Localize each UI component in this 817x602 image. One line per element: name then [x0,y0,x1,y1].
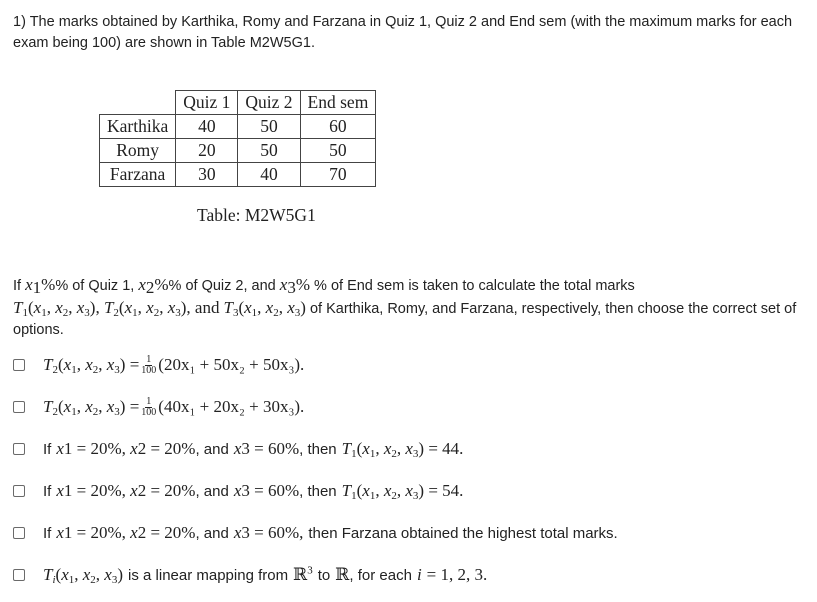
table-cell: 50 [238,115,300,139]
table-cell: 20 [176,139,238,163]
option-2-checkbox[interactable] [13,401,25,413]
option-1-checkbox[interactable] [13,359,25,371]
header-quiz1: Quiz 1 [176,91,238,115]
table-cell: 30 [176,163,238,187]
option-6[interactable]: $T_i(x_1$, $x_2$, $x_3$) is a linear mapping from ℝ$^3$ to ℝ , for each i = 1, 2, 3. [13,563,487,587]
row-name-cell: Farzana [100,163,176,187]
option-6-checkbox[interactable] [13,569,25,581]
table-row [100,139,376,163]
table-caption: Table: M2W5G1 [197,205,316,225]
table-header-row [100,91,376,115]
question-body: The marks obtained by Karthika, Romy and Farzana in Quiz 1, Quiz 2 and End sem (with the maximum marks for each exam being 100) are shown in Table M2W5G1. [13,14,793,51]
option-5[interactable]: If x1 = 20%, x2 = 20% , and x3 = 60%, then Farzana obtained the highest total marks. [13,521,618,545]
header-endsem: End sem [300,91,376,115]
option-5-checkbox[interactable] [13,527,25,539]
option-3-checkbox[interactable] [13,443,25,455]
row-name-cell: Romy [100,139,176,163]
question-number: 1) [13,14,26,30]
table-cell: 40 [238,163,300,187]
question-stem: If $x_1\%\%$ of Quiz 1, $x_2\%\%$ of Quiz 2, and $x_3\%$ % of End sem is taken to calculate the total marks $T_1(x_1$, $x_2$, $x_3$), $T_2(x_1$, $x_2$, $x_3$), and $T_3(x_1$, $x_2$, $x_3$) of Karthika, Romy, and Farzana, respectively, then choose the correct set of options. [13,275,797,338]
table-cell: 50 [300,139,376,163]
option-3[interactable]: If x1 = 20%, x2 = 20% , and x3 = 60% , then $T_1(x_1$, $x_2$, $x_3$) = 44. [13,437,463,461]
marks-table [99,90,376,187]
option-1[interactable]: $T_2(x_1$, $x_2$, $x_3$) = $\frac{1}{100}$ (20x₁ + 50x₂ + 50x₃). [13,353,304,377]
table-row [100,115,376,139]
table-corner-cell [100,91,176,115]
fraction: $\frac{1}{100}$ [141,395,157,418]
question-text [13,12,808,54]
table-cell: 60 [300,115,376,139]
option-4-checkbox[interactable] [13,485,25,497]
fraction: $\frac{1}{100}$ [141,353,157,376]
stem-math: $T_1(x_1$, $x_2$, $x_3$), $T_2(x_1$, $x_2$, $x_3$), [13,298,195,319]
header-quiz2: Quiz 2 [238,91,300,115]
option-4[interactable]: If x1 = 20%, x2 = 20% , and x3 = 60% , then $T_1(x_1$, $x_2$, $x_3$) = 54. [13,479,463,503]
table-cell: 50 [238,139,300,163]
option-2[interactable]: $T_2(x_1$, $x_2$, $x_3$) = $\frac{1}{100}$ (40x₁ + 20x₂ + 30x₃). [13,395,304,419]
table-cell: 70 [300,163,376,187]
row-name-cell: Karthika [100,115,176,139]
table-row [100,163,376,187]
table-cell: 40 [176,115,238,139]
